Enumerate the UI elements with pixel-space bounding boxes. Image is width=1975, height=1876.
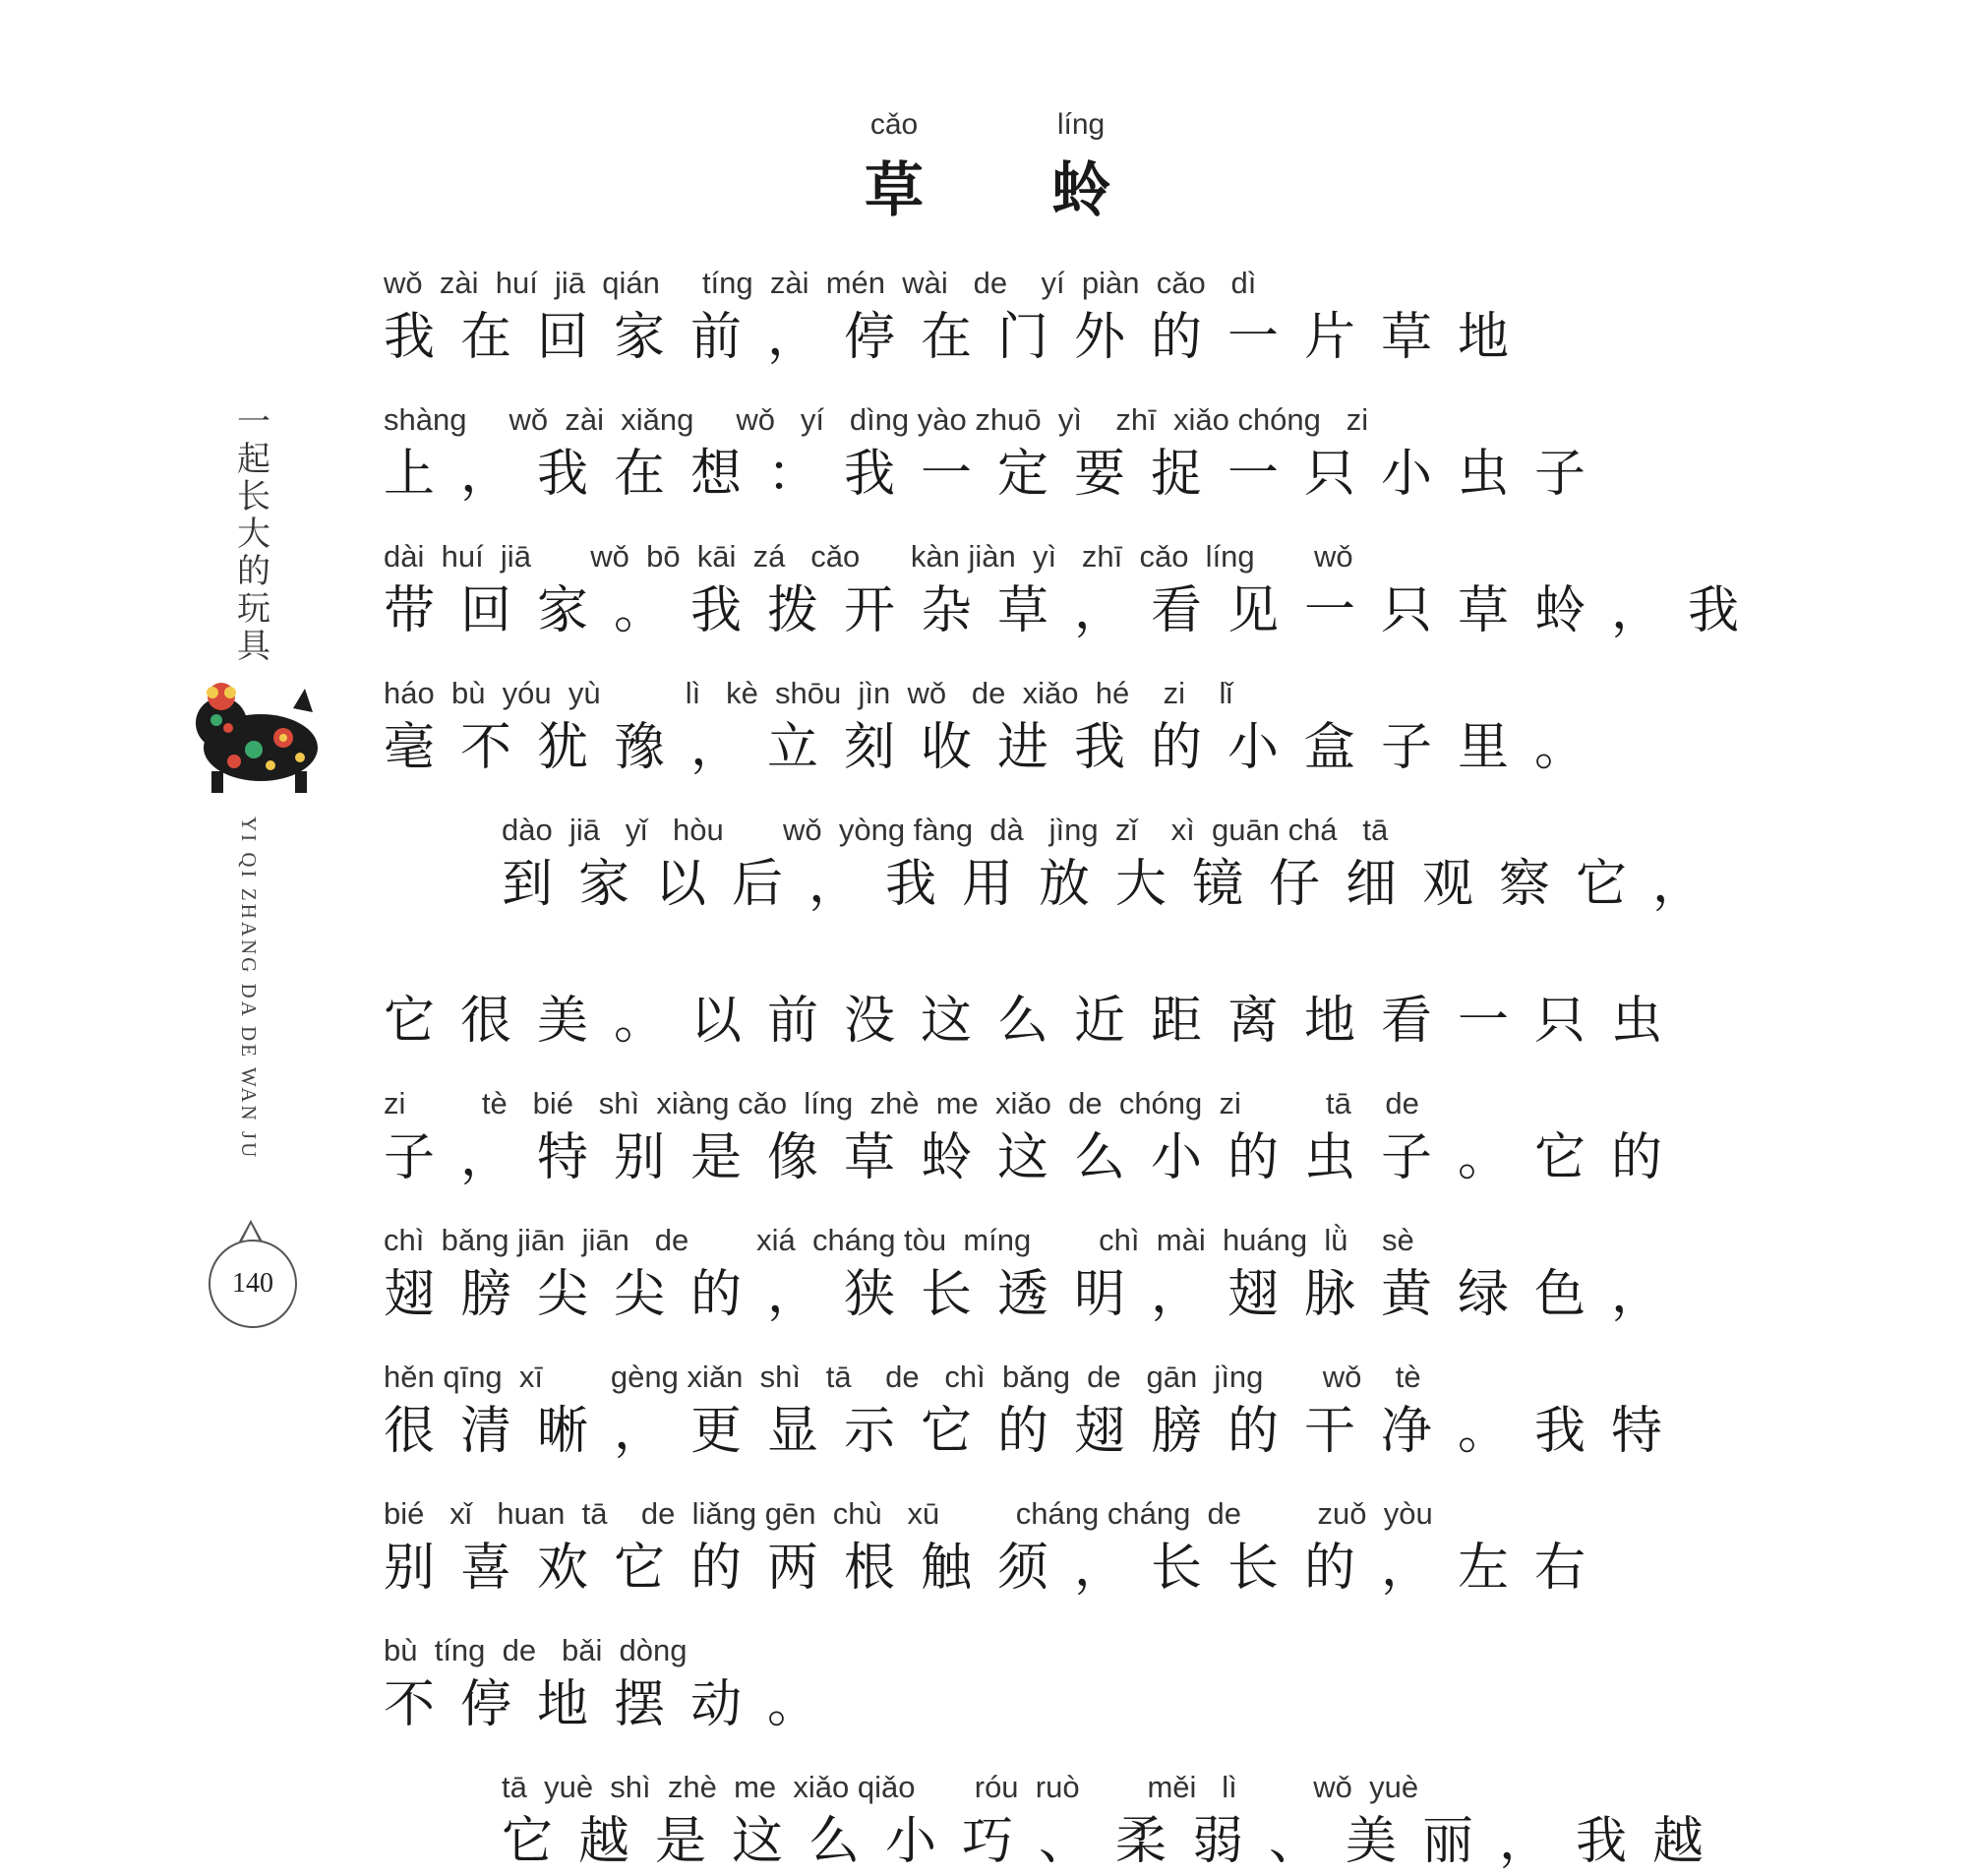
text-line: [384, 1221, 1689, 1329]
title-pinyin-1: cǎo: [869, 108, 919, 141]
hanzi-line: 毫不犹豫，立刻收进我的小盒子里。: [384, 718, 1612, 777]
page-marker: [209, 1220, 297, 1328]
hanzi-line: 上，我在想：我一定要捉一只小虫子: [384, 445, 1612, 504]
hanzi-line: 很清晰，更显示它的翅膀的干净。我特: [384, 1402, 1689, 1461]
book-title: 一起长大的玩具: [237, 402, 270, 666]
pinyin-line: bù tíng de bǎi dòng: [384, 1633, 688, 1667]
text-line: [502, 811, 1730, 919]
text-line: [502, 1768, 1730, 1876]
pinyin-line: dào jiā yǐ hòu wǒ yòng fàng dà jìng zǐ xì guān chá tā: [502, 813, 1389, 847]
page-number: 140: [209, 1240, 297, 1328]
pinyin-line: tā yuè shì zhè me xiǎo qiǎo róu ruò měi lì wǒ yuè: [502, 1770, 1419, 1804]
hanzi-line: 到家以后，我用放大镜仔细观察它，: [502, 855, 1730, 914]
pinyin-line: dài huí jiā wǒ bō kāi zá cǎo kàn jiàn yì zhī cǎo líng wǒ: [384, 539, 1353, 574]
title-char-1: 草: [865, 156, 924, 225]
hanzi-line: 翅膀尖尖的，狭长透明，翅脉黄绿色，: [384, 1265, 1689, 1324]
pinyin-line: shàng wǒ zài xiǎng wǒ yí dìng yào zhuō yì zhī xiǎo chóng zi: [384, 402, 1369, 437]
title-chars: [0, 144, 1975, 228]
hanzi-line: 它很美。以前没这么近距离地看一只虫: [384, 992, 1689, 1051]
hanzi-line: 它越是这么小巧、柔弱、美丽，我越: [502, 1812, 1730, 1871]
pinyin-line: [384, 947, 1623, 987]
hanzi-line: 别喜欢它的两根触须，长长的，左右: [384, 1539, 1612, 1598]
text-line: [384, 1494, 1623, 1603]
title-pinyin: [0, 108, 1975, 142]
text-line: [384, 674, 1623, 782]
text-line: [384, 400, 1623, 509]
text-line: [384, 264, 1623, 372]
pinyin-line: háo bù yóu yù lì kè shōu jìn wǒ de xiǎo hé zi lǐ: [384, 676, 1233, 710]
pinyin-line: zi tè bié shì xiàng cǎo líng zhè me xiǎo de chóng zi tā de: [384, 1086, 1419, 1120]
title-pinyin-2: líng: [1056, 108, 1106, 141]
text-line: [384, 1631, 1623, 1739]
pinyin-line: hěn qīng xī gèng xiǎn shì tā de chì bǎng de gān jìng wǒ tè: [384, 1360, 1421, 1394]
hanzi-line: 子，特别是像草蛉这么小的虫子。它的: [384, 1128, 1689, 1187]
hanzi-line: 不停地摆动。: [384, 1675, 845, 1734]
text-line: [384, 947, 1689, 1056]
title: [0, 108, 1975, 228]
text-line: [384, 1084, 1689, 1192]
hanzi-line: 我在回家前，停在门外的一片草地: [384, 308, 1535, 367]
toy-dog-icon: [177, 679, 325, 797]
pinyin-line: bié xǐ huan tā de liǎng gēn chù xū cháng cháng de zuǒ yòu: [384, 1496, 1433, 1531]
text-line: [384, 1358, 1689, 1466]
pinyin-line: wǒ zài huí jiā qián tíng zài mén wài de yí piàn cǎo dì: [384, 266, 1257, 300]
book-title-romanized: YI QI ZHANG DA DE WAN JU: [237, 817, 261, 1161]
pinyin-line: chì bǎng jiān jiān de xiá cháng tòu míng chì mài huáng lǜ sè: [384, 1223, 1414, 1257]
title-char-2: 蛉: [1051, 156, 1110, 225]
text-line: [384, 537, 1766, 645]
hanzi-line: 带回家。我拨开杂草，看见一只草蛉，我: [384, 581, 1766, 640]
